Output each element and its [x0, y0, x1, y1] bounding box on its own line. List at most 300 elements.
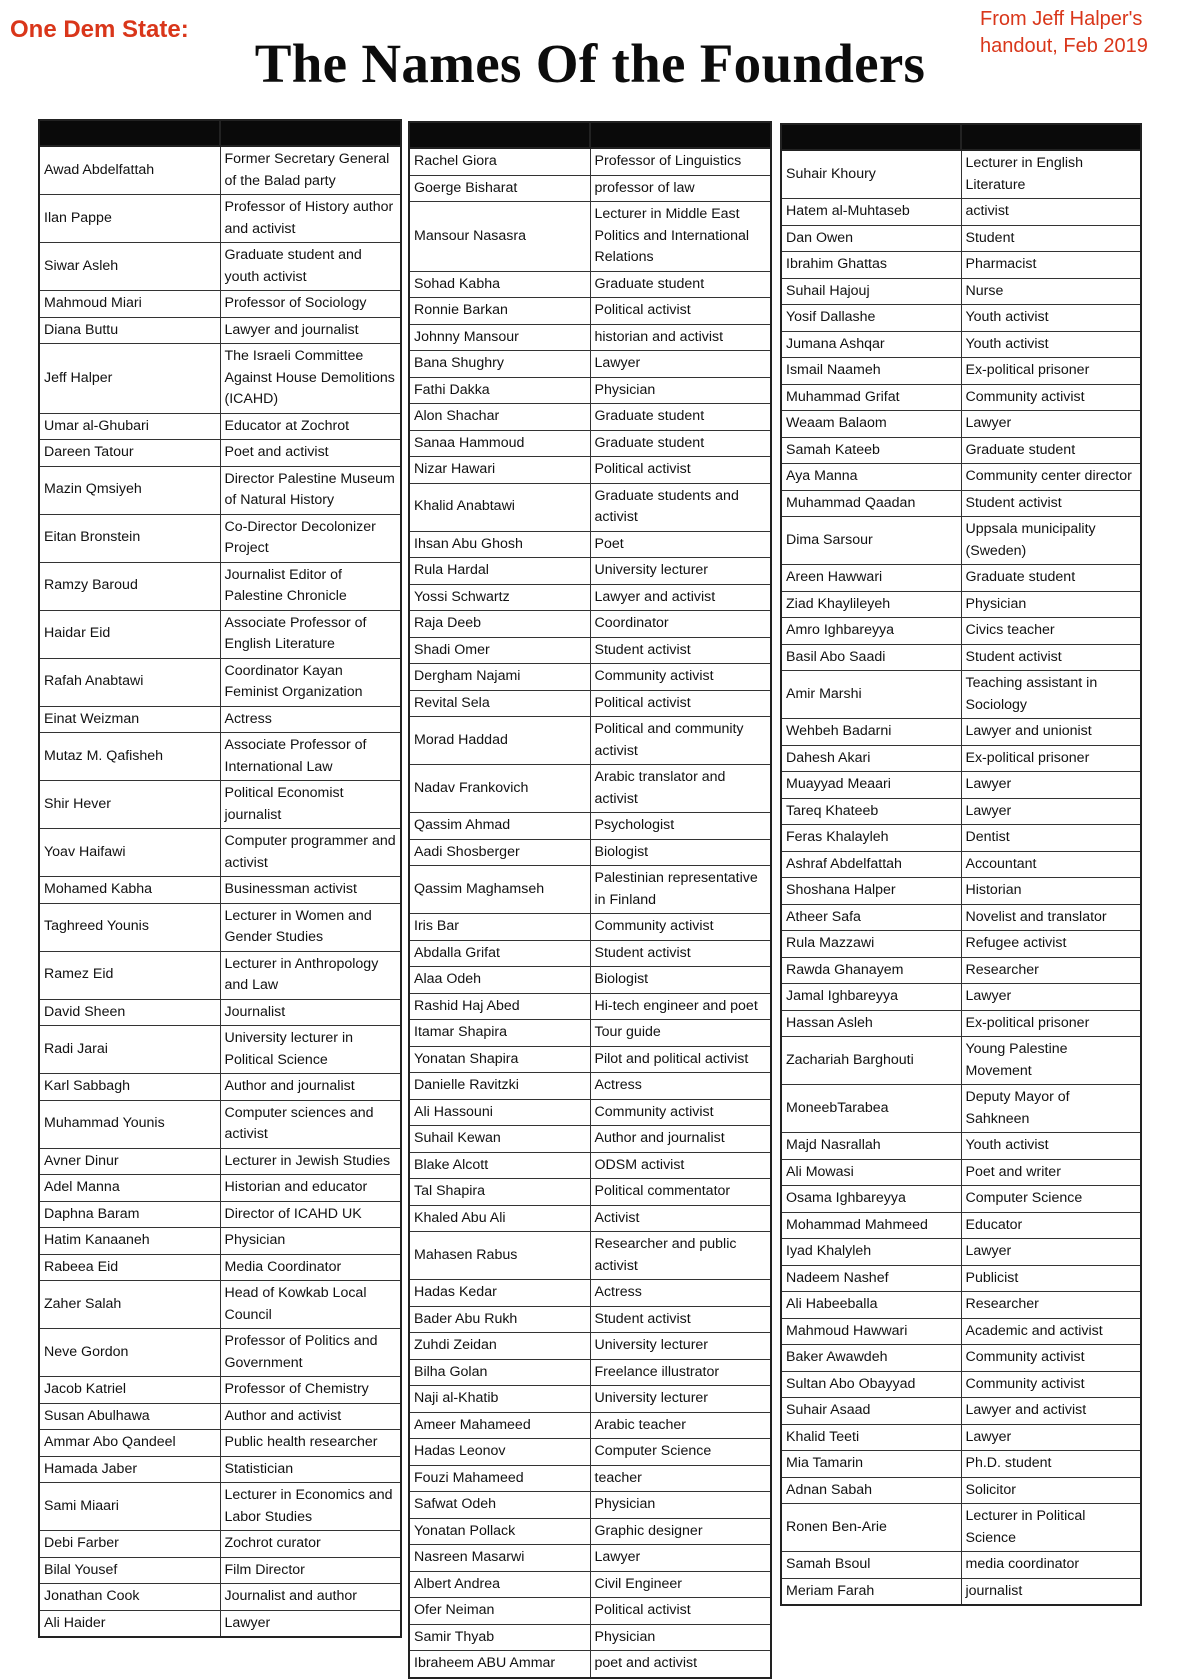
- table-row: [39, 195, 401, 243]
- founder-name: Feras Khalayleh: [781, 825, 961, 852]
- founder-name: Rawda Ghanayem: [781, 957, 961, 984]
- founder-role: Actress: [590, 1280, 771, 1307]
- table-row: [781, 1398, 1141, 1425]
- founder-name: Yossi Schwartz: [409, 584, 590, 611]
- founder-name: Tareq Khateeb: [781, 798, 961, 825]
- founder-name: Zaher Salah: [39, 1281, 220, 1329]
- founder-name: Bana Shughry: [409, 351, 590, 378]
- founder-role: University lecturer in Political Science: [220, 1026, 401, 1074]
- founder-name: Wehbeh Badarni: [781, 719, 961, 746]
- founder-name: Hassan Asleh: [781, 1010, 961, 1037]
- table-row: [39, 1557, 401, 1584]
- founder-role: Political activist: [590, 457, 771, 484]
- founder-role: Psychologist: [590, 813, 771, 840]
- table-row: [409, 765, 771, 813]
- founder-role: Historian: [961, 878, 1141, 905]
- founder-role: Youth activist: [961, 331, 1141, 358]
- table-row: [39, 951, 401, 999]
- founder-name: Adnan Sabah: [781, 1477, 961, 1504]
- founder-name: Hatem al-Muhtaseb: [781, 199, 961, 226]
- table-row: [39, 658, 401, 706]
- founder-name: Sanaa Hammoud: [409, 430, 590, 457]
- table-row: [781, 252, 1141, 279]
- founder-role: Political activist: [590, 690, 771, 717]
- founder-name: Mazin Qmsiyeh: [39, 466, 220, 514]
- founder-role: Lecturer in Economics and Labor Studies: [220, 1483, 401, 1531]
- table-row: [781, 1292, 1141, 1319]
- founder-name: Jeff Halper: [39, 344, 220, 414]
- founder-name: Muhammad Qaadan: [781, 490, 961, 517]
- founder-role: Historian and educator: [220, 1175, 401, 1202]
- founder-name: MoneebTarabea: [781, 1085, 961, 1133]
- founder-role: Community center director: [961, 464, 1141, 491]
- founder-name: Hadas Kedar: [409, 1280, 590, 1307]
- table-row: [781, 1345, 1141, 1372]
- founder-name: Areen Hawwari: [781, 565, 961, 592]
- table-row: [409, 271, 771, 298]
- table-row: [781, 517, 1141, 565]
- founder-role: Academic and activist: [961, 1318, 1141, 1345]
- founder-role: Graduate student: [590, 430, 771, 457]
- founder-name: Itamar Shapira: [409, 1020, 590, 1047]
- founder-name: Ibraheem ABU Ammar: [409, 1651, 590, 1678]
- founder-name: Rachel Giora: [409, 148, 590, 175]
- founder-name: Jamal Ighbareyya: [781, 984, 961, 1011]
- table-row: [409, 175, 771, 202]
- table-row: [409, 377, 771, 404]
- founder-name: Khalid Anabtawi: [409, 483, 590, 531]
- founder-name: Rula Hardal: [409, 558, 590, 585]
- founder-name: Tal Shapira: [409, 1179, 590, 1206]
- table-row: [39, 1430, 401, 1457]
- founder-name: Morad Haddad: [409, 717, 590, 765]
- table-row: [39, 1074, 401, 1101]
- table-row: [409, 1518, 771, 1545]
- founder-name: Yonatan Pollack: [409, 1518, 590, 1545]
- table-row: [409, 1020, 771, 1047]
- founder-name: Fathi Dakka: [409, 377, 590, 404]
- founder-role: Film Director: [220, 1557, 401, 1584]
- founder-role: Author and activist: [220, 1403, 401, 1430]
- founder-role: Physician: [220, 1228, 401, 1255]
- table-row: [409, 1280, 771, 1307]
- founder-role: Graduate student: [961, 565, 1141, 592]
- table-row: [781, 1265, 1141, 1292]
- founder-name: Samir Thyab: [409, 1624, 590, 1651]
- founder-role: ODSM activist: [590, 1152, 771, 1179]
- founder-name: Einat Weizman: [39, 706, 220, 733]
- founder-name: Ramez Eid: [39, 951, 220, 999]
- founder-role: Journalist: [220, 999, 401, 1026]
- table-row: [39, 1254, 401, 1281]
- table-row: [781, 1133, 1141, 1160]
- founder-name: Amro Ighbareyya: [781, 618, 961, 645]
- founder-role: journalist: [961, 1578, 1141, 1605]
- founder-name: Nadav Frankovich: [409, 765, 590, 813]
- table-row: [781, 931, 1141, 958]
- table-row: [409, 866, 771, 914]
- table-row: [781, 199, 1141, 226]
- founder-role: Arabic translator and activist: [590, 765, 771, 813]
- table-row: [409, 839, 771, 866]
- founders-table: [780, 123, 1142, 1606]
- founder-role: Graduate students and activist: [590, 483, 771, 531]
- founder-name: Albert Andrea: [409, 1571, 590, 1598]
- founder-role: Graphic designer: [590, 1518, 771, 1545]
- founder-name: Amir Marshi: [781, 671, 961, 719]
- founder-role: Political commentator: [590, 1179, 771, 1206]
- founder-name: Haidar Eid: [39, 610, 220, 658]
- table-row: [409, 1492, 771, 1519]
- table-row: [39, 344, 401, 414]
- table-row: [39, 999, 401, 1026]
- table-row: [409, 1386, 771, 1413]
- founder-name: Safwat Odeh: [409, 1492, 590, 1519]
- table-row: [409, 1232, 771, 1280]
- founder-role: Teaching assistant in Sociology: [961, 671, 1141, 719]
- founder-name: Ziad Khaylileyeh: [781, 591, 961, 618]
- founder-name: Hatim Kanaaneh: [39, 1228, 220, 1255]
- founder-role: Lawyer: [961, 798, 1141, 825]
- table-row: [781, 1552, 1141, 1579]
- founder-name: Bilha Golan: [409, 1359, 590, 1386]
- founder-role: Lecturer in Anthropology and Law: [220, 951, 401, 999]
- founder-role: Ex-political prisoner: [961, 745, 1141, 772]
- founder-role: Palestinian representative in Finland: [590, 866, 771, 914]
- founder-name: Suhail Kewan: [409, 1126, 590, 1153]
- table-row: [39, 317, 401, 344]
- table-row: [781, 278, 1141, 305]
- table-row: [409, 1333, 771, 1360]
- founder-role: Lecturer in Middle East Politics and International Relations: [590, 202, 771, 272]
- founder-role: Professor of History author and activist: [220, 195, 401, 243]
- table-row: [781, 1371, 1141, 1398]
- founder-name: Naji al-Khatib: [409, 1386, 590, 1413]
- founder-role: Poet and activist: [220, 440, 401, 467]
- founder-name: Qassim Maghamseh: [409, 866, 590, 914]
- table-row: [409, 993, 771, 1020]
- founder-role: Director Palestine Museum of Natural History: [220, 466, 401, 514]
- table-row: [781, 957, 1141, 984]
- table-row: [409, 404, 771, 431]
- table-row: [39, 1610, 401, 1637]
- table-row: [781, 565, 1141, 592]
- founder-name: Jumana Ashqar: [781, 331, 961, 358]
- founder-role: University lecturer: [590, 1333, 771, 1360]
- founder-role: Physician: [590, 377, 771, 404]
- founder-role: Actress: [590, 1073, 771, 1100]
- founder-role: Political and community activist: [590, 717, 771, 765]
- founder-name: Shadi Omer: [409, 637, 590, 664]
- founder-name: Mutaz M. Qafisheh: [39, 733, 220, 781]
- table-row: [409, 1046, 771, 1073]
- founder-name: Ihsan Abu Ghosh: [409, 531, 590, 558]
- founder-role: Ph.D. student: [961, 1451, 1141, 1478]
- founder-name: Nizar Hawari: [409, 457, 590, 484]
- table-row: [409, 967, 771, 994]
- table-row: [781, 1010, 1141, 1037]
- table-row: [409, 1205, 771, 1232]
- table-row: [409, 1624, 771, 1651]
- table-row: [781, 1159, 1141, 1186]
- founder-name: Ronnie Barkan: [409, 298, 590, 325]
- founder-role: Professor of Politics and Government: [220, 1329, 401, 1377]
- founder-name: Ali Habeeballa: [781, 1292, 961, 1319]
- founder-role: Accountant: [961, 851, 1141, 878]
- founder-name: Suhair Khoury: [781, 150, 961, 199]
- table-row: [409, 717, 771, 765]
- table-header-row: [781, 124, 1141, 150]
- founder-role: Educator: [961, 1212, 1141, 1239]
- founder-name: Bader Abu Rukh: [409, 1306, 590, 1333]
- founder-role: Lawyer and journalist: [220, 317, 401, 344]
- founder-name: Abdalla Grifat: [409, 940, 590, 967]
- founder-role: Youth activist: [961, 1133, 1141, 1160]
- table-row: [781, 1239, 1141, 1266]
- table-row: [409, 584, 771, 611]
- table-row: [781, 618, 1141, 645]
- table-row: [409, 611, 771, 638]
- founder-name: Debi Farber: [39, 1531, 220, 1558]
- table-row: [409, 1545, 771, 1572]
- table-row: [781, 772, 1141, 799]
- table-row: [39, 1100, 401, 1148]
- table-row: [409, 430, 771, 457]
- founder-name: Ali Mowasi: [781, 1159, 961, 1186]
- founder-role: Computer Science: [961, 1186, 1141, 1213]
- table-row: [781, 464, 1141, 491]
- founder-name: Atheer Safa: [781, 904, 961, 931]
- founder-name: Majd Nasrallah: [781, 1133, 961, 1160]
- founder-name: Rabeea Eid: [39, 1254, 220, 1281]
- founder-role: Publicist: [961, 1265, 1141, 1292]
- founder-role: Lawyer and unionist: [961, 719, 1141, 746]
- founder-name: Susan Abulhawa: [39, 1403, 220, 1430]
- founder-role: Physician: [961, 591, 1141, 618]
- founder-role: Public health researcher: [220, 1430, 401, 1457]
- founder-role: Statistician: [220, 1456, 401, 1483]
- founder-role: University lecturer: [590, 1386, 771, 1413]
- founder-role: Lecturer in Women and Gender Studies: [220, 903, 401, 951]
- table-row: [39, 466, 401, 514]
- founder-role: Director of ICAHD UK: [220, 1201, 401, 1228]
- founder-role: Community activist: [961, 384, 1141, 411]
- founder-name: Iyad Khalyleh: [781, 1239, 961, 1266]
- table-row: [781, 1085, 1141, 1133]
- founder-role: Community activist: [590, 1099, 771, 1126]
- founder-role: Journalist and author: [220, 1584, 401, 1611]
- table-row: [409, 637, 771, 664]
- table-row: [39, 291, 401, 318]
- table-row: [39, 243, 401, 291]
- table-row: [409, 1152, 771, 1179]
- founder-role: professor of law: [590, 175, 771, 202]
- table-row: [39, 1228, 401, 1255]
- table-row: [781, 825, 1141, 852]
- table-row: [39, 413, 401, 440]
- founder-role: Former Secretary General of the Balad party: [220, 146, 401, 195]
- founder-name: Ali Haider: [39, 1610, 220, 1637]
- table-row: [39, 1026, 401, 1074]
- founder-name: Bilal Yousef: [39, 1557, 220, 1584]
- table-row: [39, 1456, 401, 1483]
- founder-name: Ali Hassouni: [409, 1099, 590, 1126]
- header-cell: [961, 124, 1141, 150]
- table-row: [409, 148, 771, 175]
- founder-role: Associate Professor of International Law: [220, 733, 401, 781]
- table-row: [409, 813, 771, 840]
- founders-column-2: [408, 121, 772, 1679]
- founder-name: Goerge Bisharat: [409, 175, 590, 202]
- table-row: [409, 202, 771, 272]
- founder-role: Student activist: [961, 644, 1141, 671]
- founder-role: Political activist: [590, 1598, 771, 1625]
- founder-role: Lecturer in Jewish Studies: [220, 1148, 401, 1175]
- founder-role: Community activist: [590, 914, 771, 941]
- founder-role: Coordinator Kayan Feminist Organization: [220, 658, 401, 706]
- table-row: [39, 514, 401, 562]
- founder-name: Karl Sabbagh: [39, 1074, 220, 1101]
- source-note: From Jeff Halper's handout, Feb 2019: [980, 8, 1148, 57]
- founder-role: Lawyer: [590, 351, 771, 378]
- table-row: [781, 851, 1141, 878]
- founder-name: Jacob Katriel: [39, 1377, 220, 1404]
- founder-name: Dima Sarsour: [781, 517, 961, 565]
- founder-name: Yoav Haifawi: [39, 829, 220, 877]
- founder-role: Ex-political prisoner: [961, 358, 1141, 385]
- founder-name: Ofer Neiman: [409, 1598, 590, 1625]
- founder-name: Mohammad Mahmeed: [781, 1212, 961, 1239]
- founder-name: Mia Tamarin: [781, 1451, 961, 1478]
- table-row: [409, 558, 771, 585]
- table-row: [781, 305, 1141, 332]
- table-row: [781, 1477, 1141, 1504]
- founder-name: Ismail Naameh: [781, 358, 961, 385]
- founder-name: Dan Owen: [781, 225, 961, 252]
- founder-name: Ilan Pappe: [39, 195, 220, 243]
- founder-role: Professor of Linguistics: [590, 148, 771, 175]
- table-row: [781, 878, 1141, 905]
- founder-role: Businessman activist: [220, 877, 401, 904]
- founder-role: Computer programmer and activist: [220, 829, 401, 877]
- founder-role: Novelist and translator: [961, 904, 1141, 931]
- founder-name: Baker Awawdeh: [781, 1345, 961, 1372]
- table-row: [409, 1359, 771, 1386]
- founder-role: Author and journalist: [590, 1126, 771, 1153]
- founder-role: Ex-political prisoner: [961, 1010, 1141, 1037]
- table-row: [409, 1571, 771, 1598]
- table-row: [39, 1175, 401, 1202]
- founder-role: Associate Professor of English Literature: [220, 610, 401, 658]
- founder-name: Shoshana Halper: [781, 878, 961, 905]
- founder-role: Coordinator: [590, 611, 771, 638]
- founder-role: Student: [961, 225, 1141, 252]
- founder-name: Meriam Farah: [781, 1578, 961, 1605]
- founder-name: Mansour Nasasra: [409, 202, 590, 272]
- founder-name: Sultan Abo Obayyad: [781, 1371, 961, 1398]
- founder-role: Lawyer: [961, 1239, 1141, 1266]
- founder-name: Nadeem Nashef: [781, 1265, 961, 1292]
- table-row: [409, 531, 771, 558]
- founder-name: Mahmoud Miari: [39, 291, 220, 318]
- founder-role: Lawyer: [961, 772, 1141, 799]
- founder-role: Graduate student: [590, 404, 771, 431]
- table-row: [39, 1403, 401, 1430]
- table-row: [781, 411, 1141, 438]
- founder-name: Yonatan Shapira: [409, 1046, 590, 1073]
- founder-role: Deputy Mayor of Sahkneen: [961, 1085, 1141, 1133]
- founder-role: Student activist: [590, 1306, 771, 1333]
- founder-name: Yosif Dallashe: [781, 305, 961, 332]
- table-row: [781, 798, 1141, 825]
- founder-name: Osama Ighbareyya: [781, 1186, 961, 1213]
- founder-role: Researcher and public activist: [590, 1232, 771, 1280]
- founder-name: Rafah Anabtawi: [39, 658, 220, 706]
- founder-name: Sami Miaari: [39, 1483, 220, 1531]
- founders-table: [38, 119, 402, 1638]
- founder-role: Student activist: [590, 637, 771, 664]
- founder-role: Graduate student: [590, 271, 771, 298]
- founder-name: Muayyad Meaari: [781, 772, 961, 799]
- founder-role: Graduate student: [961, 437, 1141, 464]
- table-row: [39, 146, 401, 195]
- founder-name: Muhammad Grifat: [781, 384, 961, 411]
- table-row: [781, 1504, 1141, 1552]
- founder-role: Dentist: [961, 825, 1141, 852]
- founder-role: activist: [961, 199, 1141, 226]
- section-tag: One Dem State:: [10, 16, 189, 43]
- founder-name: Johnny Mansour: [409, 324, 590, 351]
- founder-name: David Sheen: [39, 999, 220, 1026]
- table-row: [781, 225, 1141, 252]
- founder-role: Lecturer in Political Science: [961, 1504, 1141, 1552]
- table-row: [781, 1578, 1141, 1605]
- founder-name: Mahmoud Hawwari: [781, 1318, 961, 1345]
- table-row: [39, 1483, 401, 1531]
- founder-role: Lawyer: [590, 1545, 771, 1572]
- founder-name: Dareen Tatour: [39, 440, 220, 467]
- founder-role: Educator at Zochrot: [220, 413, 401, 440]
- founder-role: Graduate student and youth activist: [220, 243, 401, 291]
- founder-name: Blake Alcott: [409, 1152, 590, 1179]
- founder-name: Zachariah Barghouti: [781, 1037, 961, 1085]
- founder-role: Computer Science: [590, 1439, 771, 1466]
- table-row: [409, 324, 771, 351]
- founder-name: Neve Gordon: [39, 1329, 220, 1377]
- table-row: [781, 904, 1141, 931]
- table-row: [39, 1531, 401, 1558]
- founder-name: Dahesh Akari: [781, 745, 961, 772]
- table-header-row: [39, 120, 401, 146]
- founder-name: Jonathan Cook: [39, 1584, 220, 1611]
- founders-column-1: [38, 119, 402, 1638]
- table-row: [781, 1186, 1141, 1213]
- founder-role: Tour guide: [590, 1020, 771, 1047]
- founder-role: Community activist: [590, 664, 771, 691]
- table-row: [39, 1148, 401, 1175]
- founder-name: Diana Buttu: [39, 317, 220, 344]
- founder-name: Fouzi Mahameed: [409, 1465, 590, 1492]
- founder-name: Adel Manna: [39, 1175, 220, 1202]
- founder-name: Mahasen Rabus: [409, 1232, 590, 1280]
- table-row: [409, 483, 771, 531]
- table-row: [39, 1281, 401, 1329]
- founder-role: Freelance illustrator: [590, 1359, 771, 1386]
- founder-role: University lecturer: [590, 558, 771, 585]
- table-row: [39, 706, 401, 733]
- header-cell: [39, 120, 220, 146]
- founder-name: Basil Abo Saadi: [781, 644, 961, 671]
